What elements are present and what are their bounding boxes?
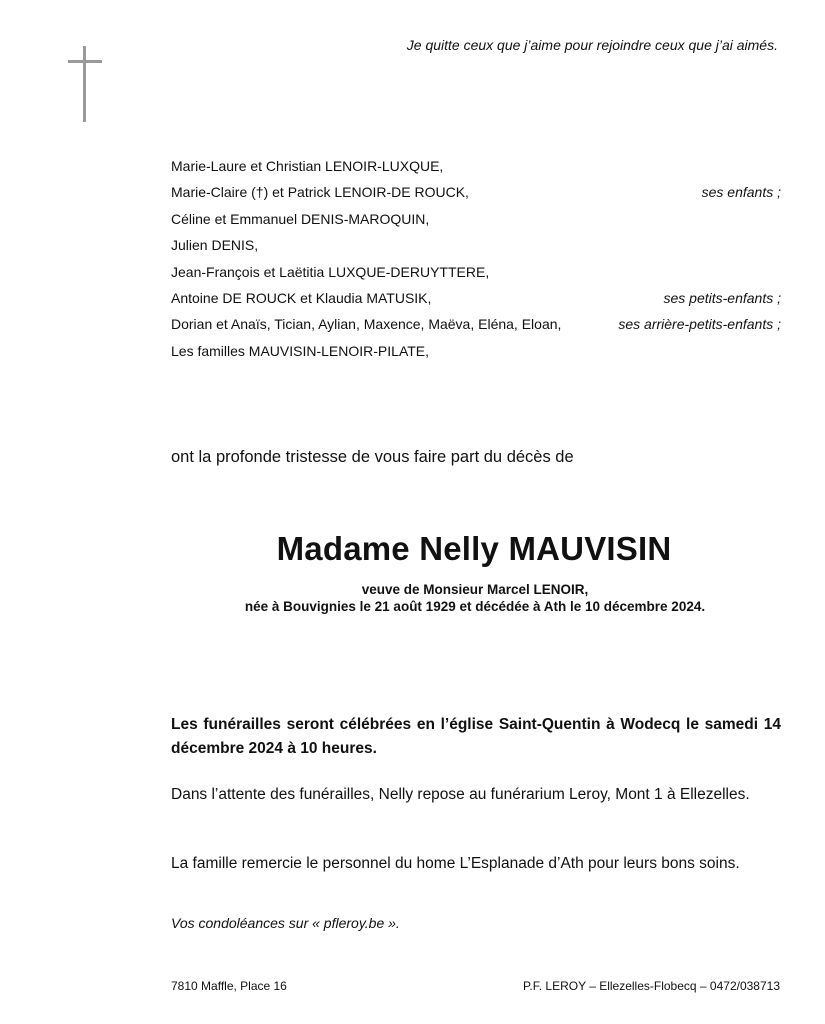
family-names: Julien DENIS, [171,237,259,254]
family-role: ses petits-enfants ; [663,289,781,306]
family-names: Dorian et Anaïs, Tician, Aylian, Maxence, Maëva, Eléna, Eloan, [171,316,562,333]
deceased-name: Madame Nelly MAUVISIN [276,530,672,567]
family-line [171,285,781,311]
footer-address: 7810 Maffle, Place 16 [171,979,287,993]
family-line [171,206,781,232]
family-names: Jean-François et Laëtitia LUXQUE-DERUYTTERE, [171,263,490,280]
epitaph-quote: Je quitte ceux que j’aime pour rejoindre ceux que j’ai aimés. [406,37,778,53]
announcement-intro: ont la profonde tristesse de vous faire part du décès de [171,448,574,466]
family-line [171,232,781,258]
family-line [171,338,781,364]
family-line [171,153,781,179]
condolences-note: Vos condoléances sur « pfleroy.be ». [171,915,400,931]
birth-death-line: née à Bouvignies le 21 août 1929 et décédée à Ath le 10 décembre 2024. [244,599,706,614]
funeral-details: Les funérailles seront célébrées en l’église Saint-Quentin à Wodecq le samedi 14 décembre 2024 à 10 heures. [171,715,781,757]
family-list [171,153,781,364]
widow-of-line: veuve de Monsieur Marcel LENOIR, [361,582,589,597]
family-line [171,179,781,205]
thanks-note: La famille remercie le personnel du home L’Esplanade d’Ath pour leurs bons soins. [171,854,740,872]
family-role: ses enfants ; [701,184,781,201]
family-role: ses arrière-petits-enfants ; [618,316,781,333]
family-line [171,259,781,285]
family-line [171,311,781,337]
family-names: Marie-Claire (†) et Patrick LENOIR-DE ROUCK, [171,184,469,201]
footer-company: P.F. LEROY – Ellezelles-Flobecq – 0472/038713 [522,979,780,993]
cross-horizontal-bar [68,60,102,63]
family-names: Les familles MAUVISIN-LENOIR-PILATE, [171,342,430,359]
family-names: Marie-Laure et Christian LENOIR-LUXQUE, [171,158,444,174]
cross-vertical-bar [83,46,86,122]
repose-details: Dans l’attente des funérailles, Nelly repose au funérarium Leroy, Mont 1 à Ellezelles. [171,785,750,803]
family-names: Antoine DE ROUCK et Klaudia MATUSIK, [171,289,432,306]
family-names: Céline et Emmanuel DENIS-MAROQUIN, [171,210,430,227]
